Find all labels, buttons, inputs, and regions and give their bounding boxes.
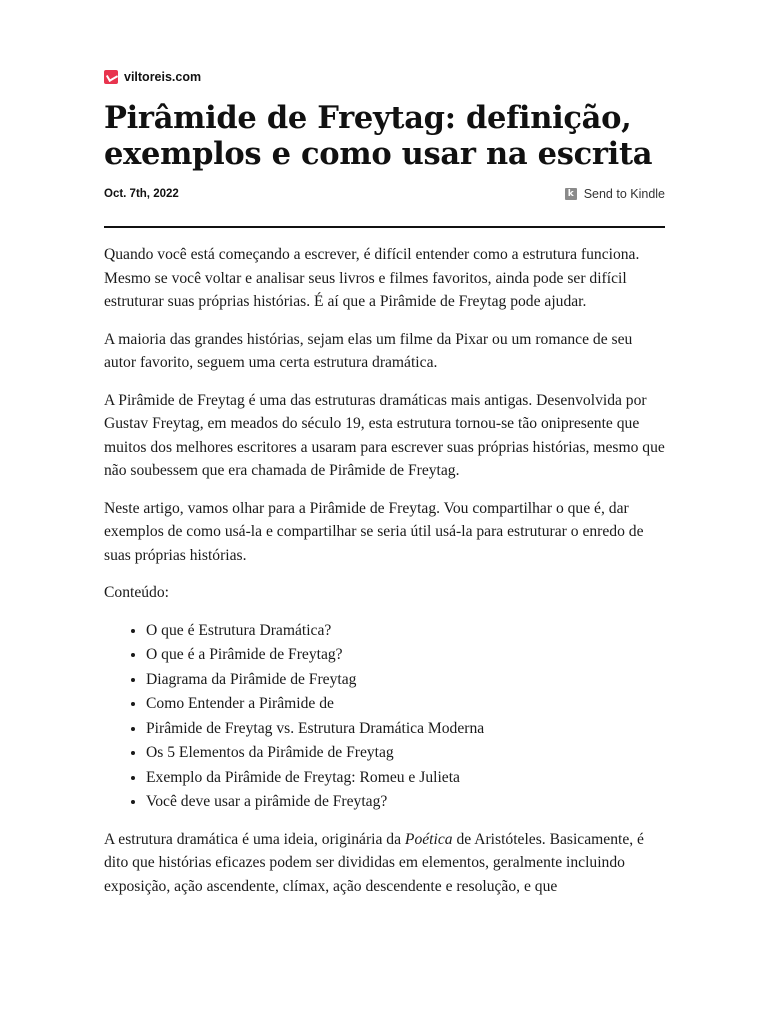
paragraph-5-start: A estrutura dramática é uma ideia, originária da: [104, 830, 405, 848]
article-date: Oct. 7th, 2022: [104, 188, 179, 200]
paragraph-3: A Pirâmide de Freytag é uma das estruturas dramáticas mais antigas. Desenvolvida por Gustav Freytag, em meados do século 19, esta estrutura tornou-se tão onipresente que muitos dos melhores escritores a usaram para escrever suas próprias histórias, mesmo que não soubessem que era chamada de Pirâmide de Freytag.: [104, 391, 665, 479]
header-divider: [104, 226, 665, 228]
source-site[interactable]: viltoreis.com: [124, 70, 202, 84]
toc-item[interactable]: • Exemplo da Pirâmide de Freytag: Romeu e Julieta: [146, 766, 665, 790]
source-link[interactable]: [104, 70, 201, 84]
send-to-kindle-button[interactable]: [565, 187, 665, 201]
table-of-contents: [104, 619, 665, 814]
toc-item[interactable]: • Você deve usar a pirâmide de Freytag?: [146, 790, 665, 814]
toc-item[interactable]: • Diagrama da Pirâmide de Freytag: [146, 668, 665, 692]
toc-heading: Conteúdo:: [104, 584, 169, 601]
viltoreis-logo-icon: [104, 70, 118, 84]
toc-item[interactable]: • Pirâmide de Freytag vs. Estrutura Dramática Moderna: [146, 717, 665, 741]
toc-item[interactable]: • O que é a Pirâmide de Freytag?: [146, 643, 665, 667]
paragraph-5: [104, 828, 665, 899]
toc-item[interactable]: • Os 5 Elementos da Pirâmide de Freytag: [146, 741, 665, 765]
poetica-italic: Poética: [404, 830, 453, 848]
paragraph-4: Neste artigo, vamos olhar para a Pirâmide de Freytag. Vou compartilhar o que é, dar exemplos de como usá-la e compartilhar se seria útil usá-la para estruturar o enredo de suas próprias histórias.: [104, 499, 644, 564]
toc-item[interactable]: • Como Entender a Pirâmide de: [146, 692, 665, 716]
paragraph-2: A maioria das grandes histórias, sejam elas um filme da Pixar ou um romance de seu autor favorito, seguem uma certa estrutura dramática.: [104, 330, 633, 371]
article-body: [104, 243, 665, 912]
paragraph-5-end: de Aristóteles. Basicamente, é dito que histórias eficazes podem ser divididas em elementos, geralmente incluindo exposição, ação ascendente, clímax, ação descendente e resolução, e que: [104, 830, 644, 895]
paragraph-1: Quando você está começando a escrever, é difícil entender como a estrutura funciona. Mesmo se você voltar e analisar seus livros e filmes favoritos, ainda pode ser difícil estruturar suas próprias histórias. É aí que a Pirâmide de Freytag pode ajudar.: [104, 246, 640, 310]
toc-item[interactable]: • O que é Estrutura Dramática?: [146, 619, 665, 643]
article-title: Pirâmide de Freytag: definição, exemplos e como usar na escrita: [104, 100, 653, 172]
kindle-icon: k: [565, 188, 577, 200]
send-to-kindle-label: Send to Kindle: [583, 187, 665, 201]
